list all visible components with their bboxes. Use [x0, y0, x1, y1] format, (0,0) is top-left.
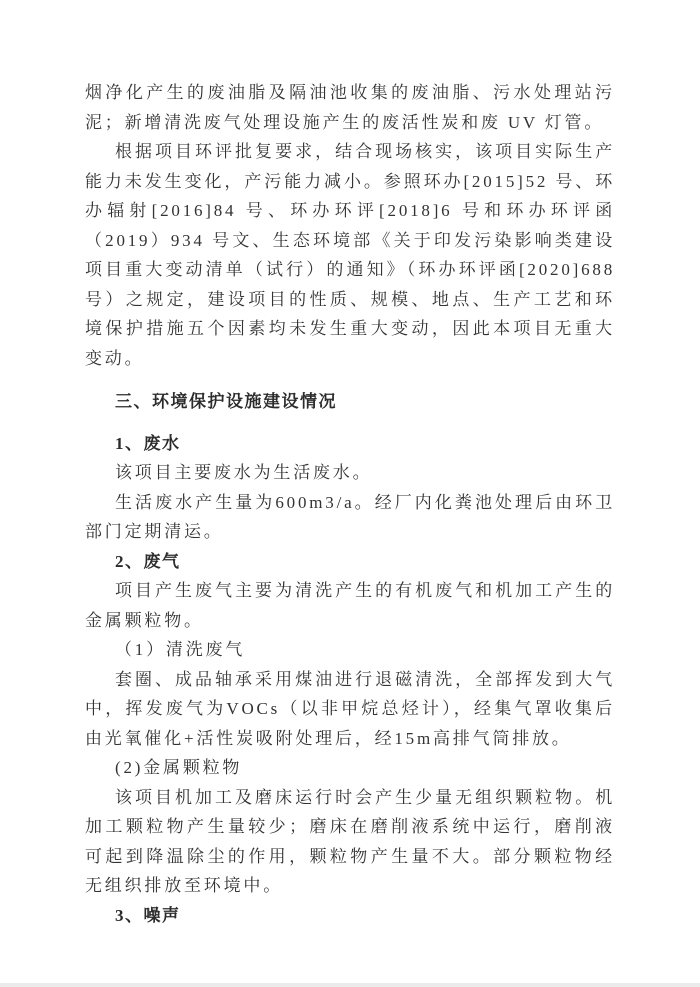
- paragraph-metal-particles-detail: 该项目机加工及磨床运行时会产生少量无组织颗粒物。机加工颗粒物产生量较少；磨床在磨削液系统中运行，磨削液可起到降温除尘的作用，颗粒物产生量不大。部分颗粒物经无组织排放至环境中。: [85, 787, 615, 895]
- paragraph-domestic-wastewater: 生活废水产生量为600m3/a。经厂内化粪池处理后由环卫部门定期清运。: [85, 492, 615, 541]
- heading-section-3-env-protection-facilities: 三、环境保护设施建设情况: [115, 392, 337, 411]
- paragraph-waste-gas-overview: 项目产生废气主要为清洗产生的有机废气和机加工产生的金属颗粒物。: [85, 581, 615, 630]
- heading-1-wastewater: 1、废水: [115, 433, 181, 453]
- heading-3-noise: 3、噪声: [115, 905, 181, 925]
- paragraph-cleaning-waste-gas-detail: 套圈、成品轴承采用煤油进行退磁清洗，全部挥发到大气中，挥发废气为VOCs（以非甲烷总烃计），经集气罩收集后由光氧催化+活性炭吸附处理后，经15m高排气筒排放。: [85, 669, 615, 748]
- paragraph-main-wastewater: 该项目主要废水为生活废水。: [115, 463, 373, 482]
- page-bottom-edge: [0, 983, 700, 987]
- paragraph-no-major-change: 根据项目环评批复要求，结合现场核实，该项目实际生产能力未发生变化，产污能力减小。参照环办[2015]52 号、环办辐射[2016]84 号、环办环评[2018]6 号和环办环评函（2019）934 号文、生态环境部《关于印发污染影响类建设项目重大变动清单（试行）的通知》（环办环评函[2020]688 号）之规定，建设项目的性质、规模、地点、生产工艺和环境保护措施五个因素均未发生重大变动，因此本项目无重大变动。: [85, 142, 615, 368]
- subheading-metal-particles: (2)金属颗粒物: [115, 758, 243, 777]
- paragraph-hazardous-waste-continued: 烟净化产生的废油脂及隔油池收集的废油脂、污水处理站污泥；新增清洗废气处理设施产生的废活性炭和废 UV 灯管。: [85, 83, 615, 132]
- heading-2-waste-gas: 2、废气: [115, 551, 181, 571]
- subheading-cleaning-waste-gas: （1）清洗废气: [115, 640, 246, 659]
- document-text-block: [85, 78, 615, 930]
